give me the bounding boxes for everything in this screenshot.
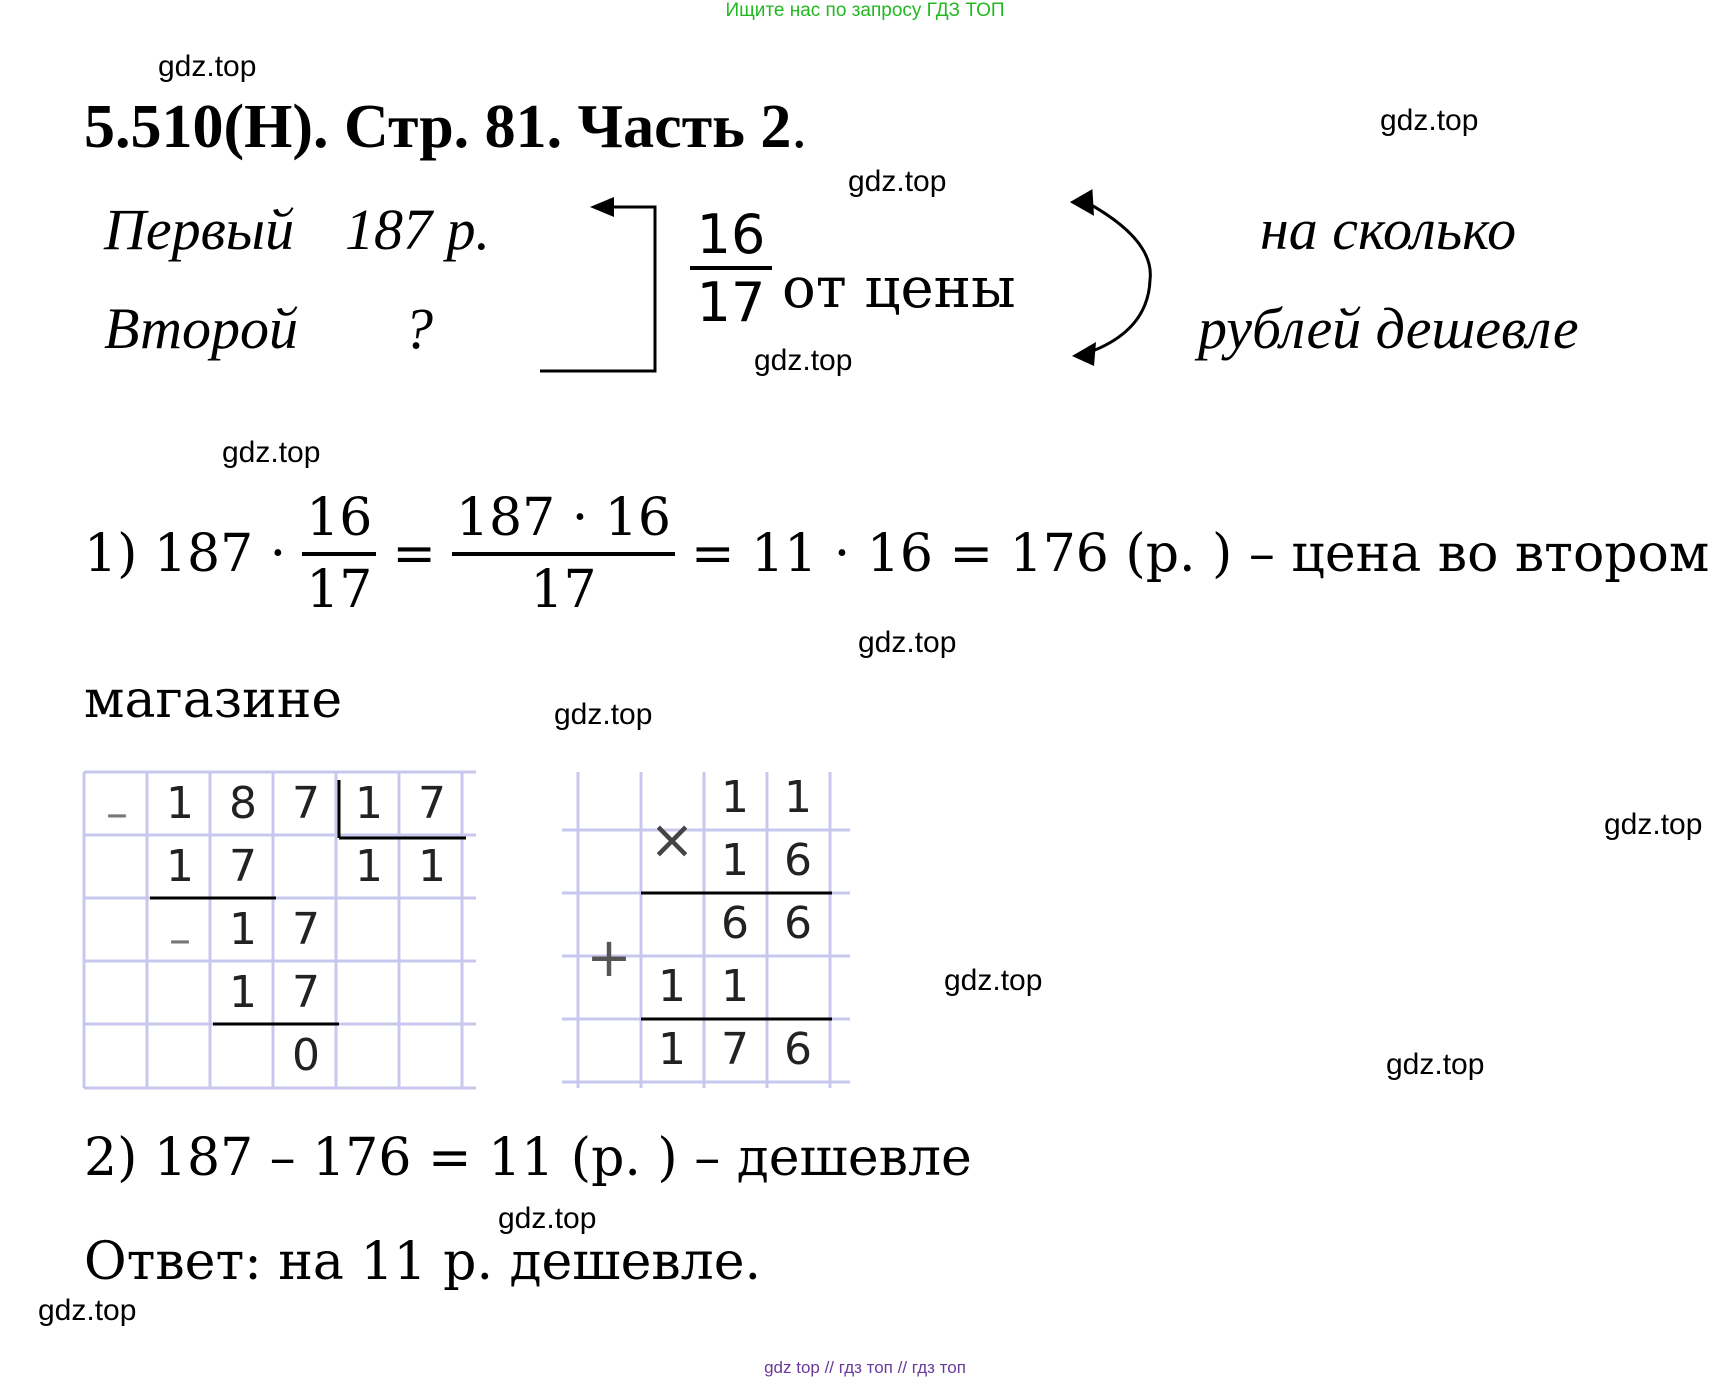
question-line-2: рублей дешевле	[1198, 296, 1579, 361]
division-minus-2: –	[169, 914, 191, 965]
dividend-digit-1: 1	[166, 778, 194, 829]
division-grid	[82, 770, 478, 1090]
step-1-continuation: магазине	[84, 670, 343, 730]
watermark: gdz.top	[1380, 104, 1479, 137]
step-1-f2-den: 17	[530, 560, 597, 620]
partial1-digit-2: 6	[784, 898, 812, 949]
bracket-arrow	[530, 185, 690, 380]
rem1-digit-1: 1	[229, 904, 257, 955]
condition-frac-num: 16	[696, 203, 766, 266]
partial2-digit-2: 1	[721, 961, 749, 1012]
quotient-digit-2: 1	[418, 841, 446, 892]
divisor-digit-2: 7	[418, 778, 446, 829]
first-store-price: 187 р.	[345, 197, 490, 262]
first-store-label: Первый	[104, 197, 295, 262]
sub2-digit-1: 1	[229, 967, 257, 1018]
title-dot: .	[791, 93, 807, 161]
step-1-rest: = 11 · 16 = 176 (р. ) – цена во втором	[690, 524, 1710, 584]
division-minus-1: –	[106, 788, 128, 839]
step-1-fraction-1	[302, 488, 376, 620]
watermark: gdz.top	[38, 1294, 137, 1327]
step-1-prefix: 1) 187 ·	[84, 524, 287, 584]
second-store-label: Второй	[104, 296, 299, 361]
sub2-digit-2: 7	[292, 967, 320, 1018]
step-1-fraction-2	[452, 488, 675, 620]
partial1-digit-1: 6	[721, 898, 749, 949]
watermark: gdz.top	[1386, 1048, 1485, 1081]
sub1-digit-1: 1	[166, 841, 194, 892]
multiplication-grid	[560, 770, 852, 1090]
answer: Ответ: на 11 р. дешевле.	[84, 1232, 762, 1292]
second-store-price: ?	[404, 296, 433, 361]
sub1-digit-2: 7	[229, 841, 257, 892]
watermark: gdz.top	[944, 964, 1043, 997]
mult-result-digit-3: 6	[784, 1024, 812, 1075]
curved-double-arrow	[1050, 180, 1170, 370]
times-sign: ×	[649, 808, 695, 871]
watermark: gdz.top	[498, 1202, 597, 1235]
mult-row1-digit-1: 1	[721, 772, 749, 823]
top-banner[interactable]: Ищите нас по запросу ГДЗ ТОП	[725, 0, 1005, 21]
condition-frac-den: 17	[690, 266, 772, 330]
watermark: gdz.top	[1604, 808, 1703, 841]
partial2-digit-1: 1	[658, 961, 686, 1012]
mult-row2-digit-2: 6	[784, 835, 812, 886]
dividend-digit-2: 8	[229, 778, 257, 829]
watermark: gdz.top	[858, 626, 957, 659]
watermark: gdz.top	[222, 436, 321, 469]
dividend-digit-3: 7	[292, 778, 320, 829]
watermark: gdz.top	[848, 165, 947, 198]
mult-row2-digit-1: 1	[721, 835, 749, 886]
plus-sign: +	[586, 926, 632, 989]
step-1-f1-num: 16	[302, 492, 376, 556]
step-1-f2-num: 187 · 16	[452, 492, 675, 556]
watermark: gdz.top	[554, 698, 653, 731]
division-result: 0	[292, 1030, 320, 1081]
mult-result-digit-2: 7	[721, 1024, 749, 1075]
quotient-digit-1: 1	[355, 841, 383, 892]
title-text: 5.510(Н). Стр. 81. Часть 2	[84, 93, 792, 161]
question-line-1: на сколько	[1260, 197, 1517, 262]
step-1-f1-den: 17	[306, 560, 373, 620]
price-text: от цены	[782, 256, 1016, 321]
step-1-equals: =	[392, 524, 436, 584]
watermark: gdz.top	[754, 344, 853, 377]
mult-row1-digit-2: 1	[784, 772, 812, 823]
step-2: 2) 187 – 176 = 11 (р. ) – дешевле	[84, 1128, 972, 1188]
rem1-digit-2: 7	[292, 904, 320, 955]
watermark: gdz.top	[158, 50, 257, 83]
divisor-digit-1: 1	[355, 778, 383, 829]
page-title	[84, 92, 807, 163]
condition-fraction	[690, 203, 772, 334]
step-1	[84, 488, 1710, 620]
mult-result-digit-1: 1	[658, 1024, 686, 1075]
footer-links[interactable]: gdz top // гдз топ // гдз топ	[764, 1358, 966, 1377]
